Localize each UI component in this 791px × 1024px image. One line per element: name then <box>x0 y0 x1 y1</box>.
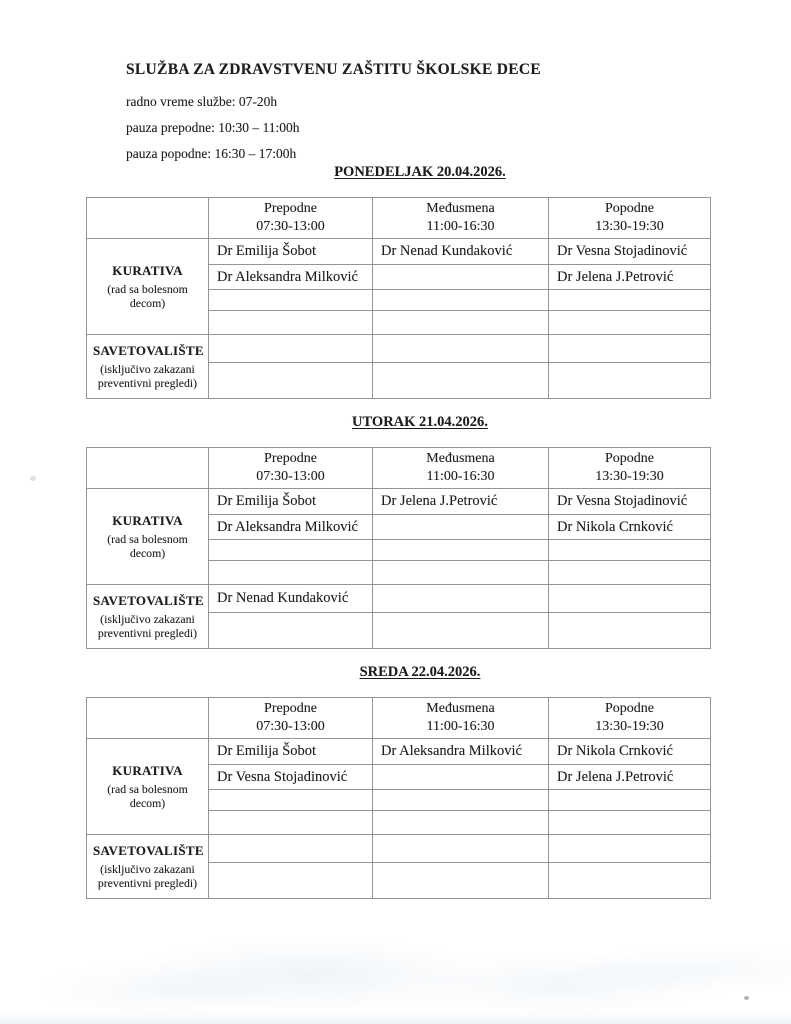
kurativa-label-cell <box>87 739 209 835</box>
shift-header-medusmena <box>373 198 549 239</box>
corner-cell <box>87 698 209 739</box>
schedule-cell <box>549 835 711 863</box>
shift-header-prepodne <box>209 448 373 489</box>
schedule-cell: Dr Nikola Crnković <box>549 515 711 540</box>
schedule-cell: Dr Aleksandra Milković <box>209 515 373 540</box>
schedule-cell: Dr Emilija Šobot <box>209 489 373 515</box>
schedule-cell <box>549 540 711 561</box>
schedule-cell <box>373 863 549 899</box>
schedule-cell <box>209 311 373 335</box>
shift-time: 13:30-19:30 <box>595 719 664 734</box>
scan-artifact <box>0 1012 791 1024</box>
schedule-cell <box>373 363 549 399</box>
schedule-cell <box>209 363 373 399</box>
shift-time: 11:00-16:30 <box>426 219 495 234</box>
schedule-cell <box>373 311 549 335</box>
schedule-cell <box>209 613 373 649</box>
shift-time: 07:30-13:00 <box>256 719 325 734</box>
kurativa-subtitle: (rad sa bolesnom decom) <box>107 282 188 310</box>
kurativa-title: KURATIVA <box>112 763 183 778</box>
schedule-cell <box>549 335 711 363</box>
schedule-cell: Dr Aleksandra Milković <box>209 265 373 290</box>
schedule-cell <box>373 265 549 290</box>
table-row <box>87 585 711 613</box>
shift-time: 07:30-13:00 <box>256 469 325 484</box>
shift-time: 13:30-19:30 <box>595 469 664 484</box>
schedule-cell <box>549 585 711 613</box>
schedule-cell <box>373 613 549 649</box>
schedule-cell <box>549 790 711 811</box>
table-row <box>87 489 711 515</box>
shift-time: 13:30-19:30 <box>595 219 664 234</box>
shift-name: Prepodne <box>264 201 317 216</box>
info-lines <box>126 89 299 167</box>
info-line-afternoon-break: pauza popodne: 16:30 – 17:00h <box>126 146 297 161</box>
shift-name: Popodne <box>605 701 654 716</box>
shift-header-popodne <box>549 448 711 489</box>
day-title-wednesday: SREDA 22.04.2026. <box>359 664 481 680</box>
table-row <box>87 835 711 863</box>
schedule-cell <box>373 540 549 561</box>
schedule-table-wednesday <box>86 697 711 899</box>
schedule-cell <box>209 290 373 311</box>
kurativa-label-cell <box>87 239 209 335</box>
schedule-cell <box>549 613 711 649</box>
day-section-monday <box>0 163 791 399</box>
schedule-cell <box>209 335 373 363</box>
schedule-cell: Dr Vesna Stojadinović <box>209 765 373 790</box>
schedule-cell <box>373 835 549 863</box>
schedule-cell: Dr Emilija Šobot <box>209 239 373 265</box>
shift-header-medusmena <box>373 448 549 489</box>
schedule-cell <box>373 765 549 790</box>
shift-name: Popodne <box>605 201 654 216</box>
schedule-cell: Dr Nikola Crnković <box>549 739 711 765</box>
schedule-table-tuesday <box>86 447 711 649</box>
scan-speck <box>30 476 36 481</box>
shift-name: Prepodne <box>264 451 317 466</box>
savetovaliste-title: SAVETOVALIŠTE <box>93 843 204 858</box>
day-section-tuesday <box>0 413 791 649</box>
kurativa-subtitle: (rad sa bolesnom decom) <box>107 782 188 810</box>
shift-header-popodne <box>549 698 711 739</box>
schedule-cell <box>373 290 549 311</box>
schedule-cell <box>549 290 711 311</box>
shift-header-popodne <box>549 198 711 239</box>
info-line-working-hours: radno vreme službe: 07-20h <box>126 94 278 109</box>
schedule-cell <box>373 515 549 540</box>
shift-time: 11:00-16:30 <box>426 469 495 484</box>
shift-name: Prepodne <box>264 701 317 716</box>
shift-header-prepodne <box>209 198 373 239</box>
shift-name: Međusmena <box>426 201 495 216</box>
corner-cell <box>87 198 209 239</box>
page-title: SLUŽBA ZA ZDRAVSTVENU ZAŠTITU ŠKOLSKE DECE <box>126 61 542 78</box>
header-row <box>87 448 711 489</box>
day-title-monday: PONEDELJAK 20.04.2026. <box>334 164 506 180</box>
shift-name: Međusmena <box>426 701 495 716</box>
shift-time: 07:30-13:00 <box>256 219 325 234</box>
scan-speck <box>744 996 749 1000</box>
savetovaliste-label-cell <box>87 335 209 399</box>
header-row <box>87 198 711 239</box>
schedule-cell <box>209 835 373 863</box>
schedule-cell: Dr Aleksandra Milković <box>373 739 549 765</box>
shift-header-prepodne <box>209 698 373 739</box>
schedule-cell <box>209 540 373 561</box>
schedule-cell <box>549 561 711 585</box>
schedule-cell: Dr Jelena J.Petrović <box>549 765 711 790</box>
schedule-cell: Dr Jelena J.Petrović <box>549 265 711 290</box>
shift-name: Popodne <box>605 451 654 466</box>
savetovaliste-label-cell <box>87 585 209 649</box>
shift-name: Međusmena <box>426 451 495 466</box>
schedule-cell: Dr Nenad Kundaković <box>209 585 373 613</box>
table-row <box>87 335 711 363</box>
schedule-cell <box>549 811 711 835</box>
schedule-cell <box>209 561 373 585</box>
schedule-cell <box>373 335 549 363</box>
header-row <box>87 698 711 739</box>
schedule-cell <box>549 863 711 899</box>
savetovaliste-subtitle: (isključivo zakazani preventivni pregledi) <box>97 362 198 390</box>
table-row <box>87 739 711 765</box>
shift-time: 11:00-16:30 <box>426 719 495 734</box>
kurativa-title: KURATIVA <box>112 513 183 528</box>
day-title-tuesday: UTORAK 21.04.2026. <box>352 414 488 430</box>
kurativa-title: KURATIVA <box>112 263 183 278</box>
schedule-cell <box>373 790 549 811</box>
savetovaliste-title: SAVETOVALIŠTE <box>93 343 204 358</box>
schedule-cell <box>209 811 373 835</box>
kurativa-subtitle: (rad sa bolesnom decom) <box>107 532 188 560</box>
schedule-cell <box>209 790 373 811</box>
schedule-cell <box>373 811 549 835</box>
schedule-cell <box>373 585 549 613</box>
schedule-cell: Dr Vesna Stojadinović <box>549 239 711 265</box>
schedule-table-monday <box>86 197 711 399</box>
savetovaliste-title: SAVETOVALIŠTE <box>93 593 204 608</box>
savetovaliste-label-cell <box>87 835 209 899</box>
corner-cell <box>87 448 209 489</box>
savetovaliste-subtitle: (isključivo zakazani preventivni pregledi) <box>97 862 198 890</box>
savetovaliste-subtitle: (isključivo zakazani preventivni pregledi) <box>97 612 198 640</box>
schedule-cell: Dr Vesna Stojadinović <box>549 489 711 515</box>
schedule-cell: Dr Emilija Šobot <box>209 739 373 765</box>
schedule-cell <box>549 363 711 399</box>
kurativa-label-cell <box>87 489 209 585</box>
info-line-morning-break: pauza prepodne: 10:30 – 11:00h <box>126 120 300 135</box>
schedule-cell <box>549 311 711 335</box>
schedule-cell <box>209 863 373 899</box>
table-row <box>87 239 711 265</box>
schedule-cell: Dr Nenad Kundaković <box>373 239 549 265</box>
schedule-cell: Dr Jelena J.Petrović <box>373 489 549 515</box>
day-section-wednesday <box>0 663 791 899</box>
schedule-cell <box>373 561 549 585</box>
shift-header-medusmena <box>373 698 549 739</box>
